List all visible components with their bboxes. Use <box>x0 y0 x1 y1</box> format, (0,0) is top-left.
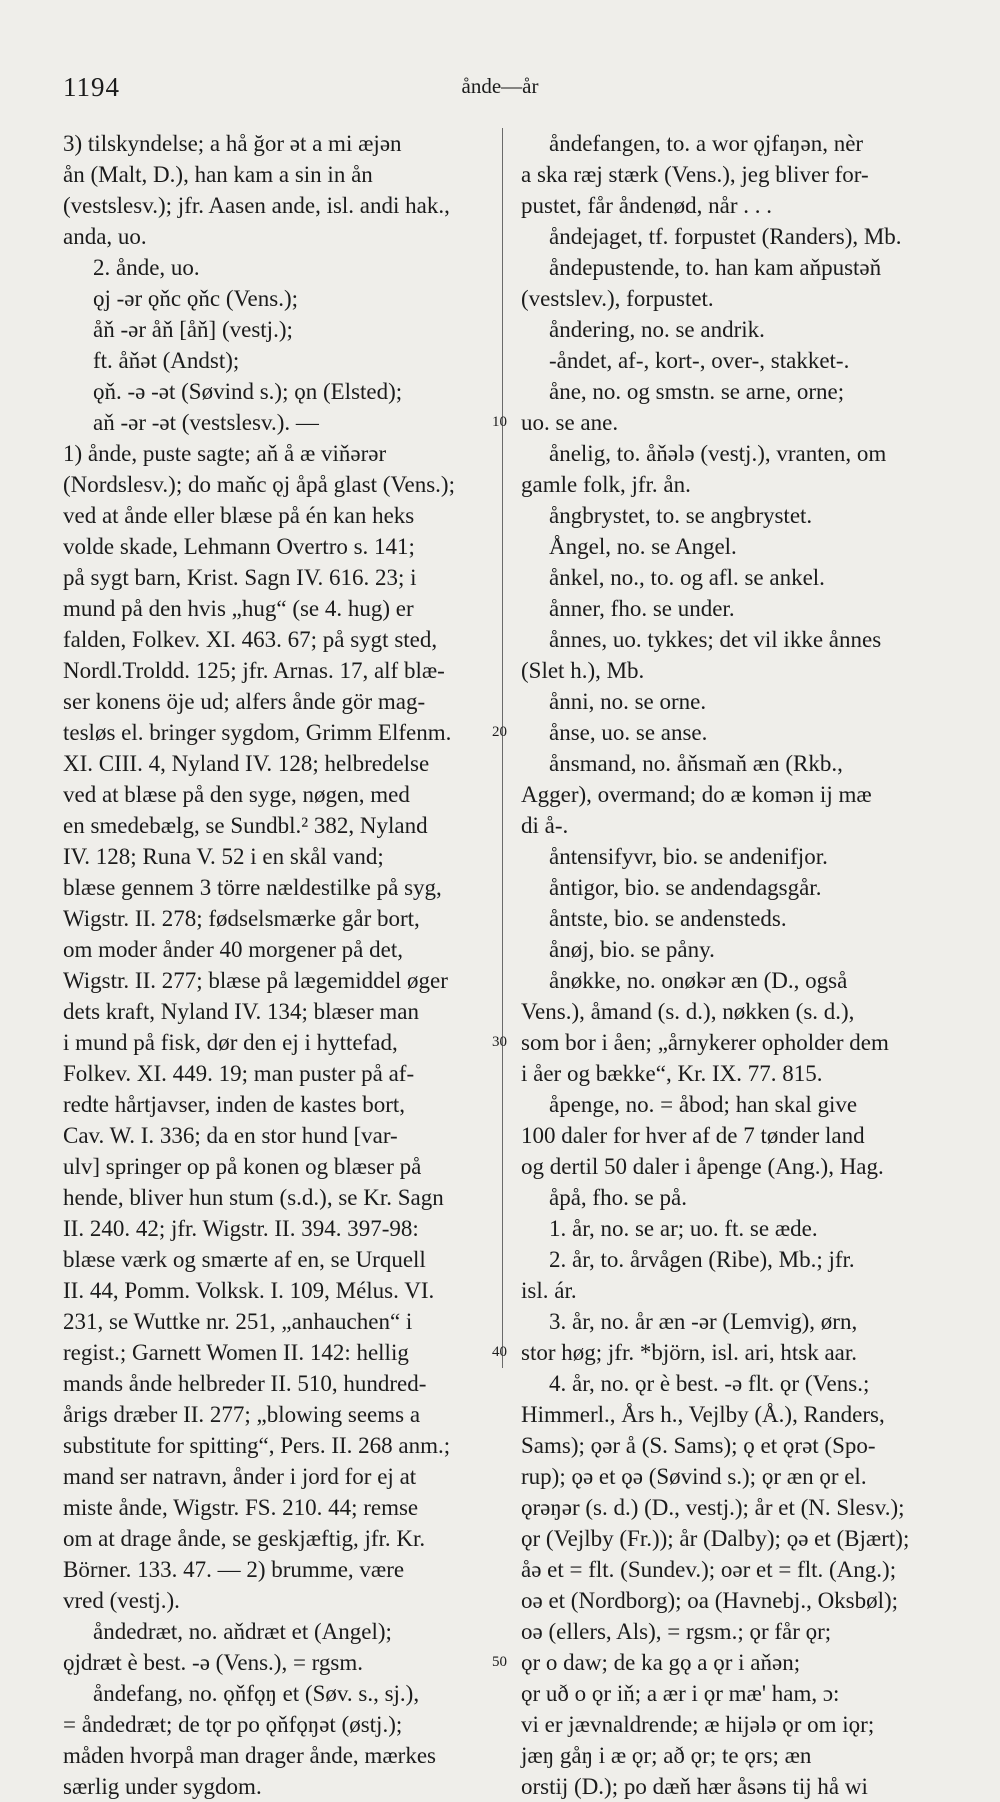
text-line <box>63 1554 495 1585</box>
line-text: åndepustende, to. han kam aňpustəň <box>549 255 882 280</box>
line-text: ǫr uð o ǫr iň; a ær i ǫr mæ' ham, ɔ: <box>521 1681 840 1706</box>
line-text: åə et = flt. (Sundev.); oər et = flt. (Ang.); <box>521 1557 897 1582</box>
text-line <box>63 934 495 965</box>
page-header <box>0 68 1000 104</box>
line-text: uo. se ane. <box>521 410 619 435</box>
text-line <box>513 1461 928 1492</box>
line-text: volde skade, Lehmann Overtro s. 141; <box>63 534 415 559</box>
line-text: ånøkke, no. onøkər æn (D., også <box>549 968 848 993</box>
line-text: jæŋ gåŋ i æ ǫr; að ǫr; te ǫrs; æn <box>521 1743 812 1768</box>
line-text: om moder ånder 40 morgener på det, <box>63 937 403 962</box>
text-line <box>513 1492 928 1523</box>
text-line <box>63 810 495 841</box>
text-line <box>63 779 495 810</box>
line-text: åne, no. og smstn. se arne, orne; <box>549 379 845 404</box>
line-text: blæse værk og smærte af en, se Urquell <box>63 1247 426 1272</box>
line-text: Himmerl., Års h., Vejlby (Å.), Randers, <box>521 1402 885 1427</box>
text-line <box>513 531 928 562</box>
line-number: 50 <box>492 1654 507 1670</box>
text-line <box>513 1120 928 1151</box>
line-text: på sygt barn, Krist. Sagn IV. 616. 23; i <box>63 565 417 590</box>
line-text: årigs dræber II. 277; „blowing seems a <box>63 1402 421 1427</box>
text-line <box>63 1523 495 1554</box>
text-line <box>492 407 928 438</box>
text-line <box>513 903 928 934</box>
text-line <box>63 1647 495 1678</box>
line-text: åntigor, bio. se andendagsgår. <box>549 875 822 900</box>
text-line <box>513 1430 928 1461</box>
line-text: 1. år, no. se ar; uo. ft. se æde. <box>549 1216 818 1241</box>
line-text: en smedebælg, se Sundbl.² 382, Nyland <box>63 813 428 838</box>
line-text: = åndedræt; de tǫr po ǫňfǫŋət (østj.); <box>63 1712 403 1737</box>
line-text: og dertil 50 daler i åpenge (Ang.), Hag. <box>521 1154 884 1179</box>
line-text: (Nordslesv.); do maňc ǫj åpå glast (Vens.); <box>63 472 455 497</box>
running-head: ånde—år <box>461 74 539 98</box>
line-text: -åndet, af-, kort-, over-, stakket-. <box>549 348 850 373</box>
text-line <box>513 996 928 1027</box>
line-text: Nordl.Troldd. 125; jfr. Arnas. 17, alf blæ- <box>63 658 445 683</box>
text-line <box>513 128 928 159</box>
text-line <box>63 500 495 531</box>
text-line <box>63 1151 495 1182</box>
line-text: isl. ár. <box>521 1278 577 1303</box>
line-number: 10 <box>492 414 507 430</box>
line-text: mund på den hvis „hug“ (se 4. hug) er <box>63 596 414 621</box>
text-line <box>63 1430 495 1461</box>
line-text: ånkel, no., to. og afl. se ankel. <box>549 565 825 590</box>
line-text: ft. åňət (Andst); <box>93 348 240 373</box>
line-text: åndedræt, no. aňdræt et (Angel); <box>93 1619 392 1644</box>
line-text: regist.; Garnett Women II. 142: hellig <box>63 1340 409 1365</box>
text-line <box>63 407 495 438</box>
text-line <box>63 1399 495 1430</box>
text-line <box>513 686 928 717</box>
line-text: Wigstr. II. 278; fødselsmærke går bort, <box>63 906 420 931</box>
text-line <box>63 562 495 593</box>
line-text: redte hårtjavser, inden de kastes bort, <box>63 1092 406 1117</box>
text-line <box>63 1771 495 1802</box>
text-line <box>513 1554 928 1585</box>
line-text: aň -ər -ət (vestslesv.). — <box>93 410 319 435</box>
line-text: rup); ǫə et ǫə (Søvind s.); ǫr æn ǫr el. <box>521 1464 867 1489</box>
line-text: måden hvorpå man drager ånde, mærkes <box>63 1743 436 1768</box>
text-line <box>513 500 928 531</box>
text-line <box>513 1213 928 1244</box>
line-text: gamle folk, jfr. ån. <box>521 472 691 497</box>
line-text: åntste, bio. se andensteds. <box>549 906 787 931</box>
line-text: ånsmand, no. åňsmaň æn (Rkb., <box>549 751 843 776</box>
line-text: ånnes, uo. tykkes; det vil ikke ånnes <box>549 627 882 652</box>
text-line <box>492 1027 928 1058</box>
line-text: pustet, får åndenød, når . . . <box>521 193 773 218</box>
text-line <box>63 748 495 779</box>
text-line <box>513 1306 928 1337</box>
text-line <box>513 376 928 407</box>
line-text: 3. år, no. år æn -ər (Lemvig), ørn, <box>549 1309 858 1334</box>
text-line <box>513 1368 928 1399</box>
line-text: (vestslesv.); jfr. Aasen ande, isl. andi hak., <box>63 193 450 218</box>
line-text: ånelig, to. åňələ (vestj.), vranten, om <box>549 441 887 466</box>
line-text: i åer og bække“, Kr. IX. 77. 815. <box>521 1061 823 1086</box>
text-line <box>63 252 495 283</box>
text-line <box>513 1182 928 1213</box>
line-text: ǫň. -ə -ət (Søvind s.); ǫn (Elsted); <box>93 379 403 404</box>
text-line <box>513 872 928 903</box>
line-text: ånni, no. se orne. <box>549 689 707 714</box>
text-line <box>63 376 495 407</box>
line-text: 2. år, to. årvågen (Ribe), Mb.; jfr. <box>549 1247 855 1272</box>
text-line <box>513 345 928 376</box>
text-line <box>63 717 495 748</box>
line-text: mand ser natravn, ånder i jord for ej at <box>63 1464 417 1489</box>
text-line <box>63 190 495 221</box>
line-text: Ångel, no. se Angel. <box>549 534 737 559</box>
line-text: vred (vestj.). <box>63 1588 180 1613</box>
line-text: falden, Folkev. XI. 463. 67; på sygt sted, <box>63 627 438 652</box>
text-line <box>63 1709 495 1740</box>
text-line <box>513 1616 928 1647</box>
text-line <box>63 531 495 562</box>
text-line <box>63 965 495 996</box>
left-column <box>63 128 495 1802</box>
line-text: ǫrəŋər (s. d.) (D., vestj.); år et (N. Slesv.); <box>521 1495 905 1520</box>
text-line <box>63 221 495 252</box>
text-line <box>513 748 928 779</box>
text-line <box>63 1678 495 1709</box>
line-text: II. 44, Pomm. Volksk. I. 109, Mélus. VI. <box>63 1278 435 1303</box>
line-text: vi er jævnaldrende; æ hijələ ǫr om iǫr; <box>521 1712 875 1737</box>
text-line <box>513 1058 928 1089</box>
line-text: tesløs el. bringer sygdom, Grimm Elfenm. <box>63 720 452 745</box>
line-text: åň -ər åň [åň] (vestj.); <box>93 317 293 342</box>
right-column <box>492 128 928 1802</box>
text-line <box>492 717 928 748</box>
line-text: stor høg; jfr. *björn, isl. ari, htsk aar. <box>521 1340 858 1365</box>
line-text: ånse, uo. se anse. <box>549 720 708 745</box>
line-text: ulv] springer op på konen og blæser på <box>63 1154 422 1179</box>
line-text: 2. ånde, uo. <box>93 255 200 280</box>
text-line <box>513 1275 928 1306</box>
line-text: anda, uo. <box>63 224 147 249</box>
line-text: (vestslev.), forpustet. <box>521 286 714 311</box>
text-line <box>63 1027 495 1058</box>
line-text: ånner, fho. se under. <box>549 596 735 621</box>
line-text: 231, se Wuttke nr. 251, „anhauchen“ i <box>63 1309 413 1334</box>
text-line <box>63 1089 495 1120</box>
text-line <box>492 1647 928 1678</box>
line-text: Wigstr. II. 277; blæse på lægemiddel øger <box>63 968 448 993</box>
text-line <box>513 624 928 655</box>
line-text: orstij (D.); po dæň hær åsəns tij hå wi <box>521 1774 868 1799</box>
text-line <box>513 1585 928 1616</box>
text-line <box>513 841 928 872</box>
text-line <box>63 1306 495 1337</box>
text-line <box>513 252 928 283</box>
text-line <box>513 1740 928 1771</box>
line-text: i mund på fisk, dør den ej i hyttefad, <box>63 1030 398 1055</box>
line-text: særlig under sygdom. <box>63 1774 262 1799</box>
page-number: 1194 <box>63 72 120 102</box>
text-line <box>513 934 928 965</box>
text-line <box>513 190 928 221</box>
line-text: Cav. W. I. 336; da en stor hund [var- <box>63 1123 398 1148</box>
text-line <box>63 872 495 903</box>
text-line <box>513 562 928 593</box>
text-line <box>513 1399 928 1430</box>
text-line <box>63 996 495 1027</box>
column-divider <box>502 128 503 1368</box>
line-text: IV. 128; Runa V. 52 i en skål vand; <box>63 844 384 869</box>
line-text: åndering, no. se andrik. <box>549 317 765 342</box>
line-text: di å-. <box>521 813 569 838</box>
text-line <box>63 469 495 500</box>
text-line <box>63 345 495 376</box>
text-line <box>63 903 495 934</box>
line-text: II. 240. 42; jfr. Wigstr. II. 394. 397-98: <box>63 1216 419 1241</box>
text-line <box>63 1182 495 1213</box>
line-text: ǫjdræt è best. -ə (Vens.), = rgsm. <box>63 1650 363 1675</box>
line-text: ånøj, bio. se påny. <box>549 937 715 962</box>
text-line <box>513 593 928 624</box>
text-line <box>63 1244 495 1275</box>
line-text: Börner. 133. 47. — 2) brumme, være <box>63 1557 405 1582</box>
text-line <box>63 283 495 314</box>
line-text: blæse gennem 3 törre nældestilke på syg, <box>63 875 442 900</box>
text-line <box>63 1368 495 1399</box>
line-text: åpå, fho. se på. <box>549 1185 687 1210</box>
line-text: ǫr o daw; de ka gǫ a ǫr i aňən; <box>521 1650 801 1675</box>
text-line <box>63 159 495 190</box>
text-line <box>63 1275 495 1306</box>
text-line <box>513 283 928 314</box>
text-line <box>492 1337 928 1368</box>
line-text: åpenge, no. = åbod; han skal give <box>549 1092 858 1117</box>
text-line <box>63 1213 495 1244</box>
text-line <box>63 1585 495 1616</box>
text-line <box>513 1523 928 1554</box>
line-text: XI. CIII. 4, Nyland IV. 128; helbredelse <box>63 751 430 776</box>
text-line <box>63 1492 495 1523</box>
line-text: 1) ånde, puste sagte; aň å æ viňərər <box>63 441 387 466</box>
text-line <box>513 779 928 810</box>
line-text: åntensifyvr, bio. se andenifjor. <box>549 844 828 869</box>
text-line <box>63 655 495 686</box>
line-text: ǫr (Vejlby (Fr.)); år (Dalby); ǫə et (Bjært); <box>521 1526 910 1551</box>
text-line <box>513 159 928 190</box>
text-line <box>63 624 495 655</box>
text-line <box>513 1771 928 1802</box>
line-text: ved at ånde eller blæse på én kan heks <box>63 503 415 528</box>
line-text: a ska ræj stærk (Vens.), jeg bliver for- <box>521 162 869 187</box>
line-text: hende, bliver hun stum (s.d.), se Kr. Sagn <box>63 1185 444 1210</box>
line-text: dets kraft, Nyland IV. 134; blæser man <box>63 999 420 1024</box>
line-text: ån (Malt, D.), han kam a sin in ån <box>63 162 373 187</box>
text-line <box>63 1461 495 1492</box>
line-text: (Slet h.), Mb. <box>521 658 645 683</box>
text-line <box>513 655 928 686</box>
text-line <box>63 593 495 624</box>
text-line <box>63 1058 495 1089</box>
text-line <box>513 314 928 345</box>
line-text: substitute for spitting“, Pers. II. 268 anm.; <box>63 1433 451 1458</box>
text-line <box>63 1337 495 1368</box>
text-line <box>63 686 495 717</box>
line-number: 30 <box>492 1034 507 1050</box>
text-line <box>63 128 495 159</box>
line-text: åndefangen, to. a wor ǫjfaŋən, nèr <box>549 131 864 156</box>
text-line <box>513 1678 928 1709</box>
line-number: 40 <box>492 1344 507 1360</box>
line-text: oə et (Nordborg); oa (Havnebj., Oksbøl); <box>521 1588 899 1613</box>
text-line <box>63 1616 495 1647</box>
line-text: om at drage ånde, se geskjæftig, jfr. Kr. <box>63 1526 426 1551</box>
text-line <box>513 810 928 841</box>
text-line <box>513 1709 928 1740</box>
line-text: ved at blæse på den syge, nøgen, med <box>63 782 410 807</box>
line-text: oə (ellers, Als), = rgsm.; ǫr får ǫr; <box>521 1619 832 1644</box>
line-text: 4. år, no. ǫr è best. -ə flt. ǫr (Vens.; <box>549 1371 870 1396</box>
text-line <box>513 469 928 500</box>
line-text: åndejaget, tf. forpustet (Randers), Mb. <box>549 224 902 249</box>
text-line <box>513 438 928 469</box>
text-line <box>513 1244 928 1275</box>
line-text: mands ånde helbreder II. 510, hundred- <box>63 1371 427 1396</box>
text-line <box>63 1740 495 1771</box>
line-text: 100 daler for hver af de 7 tønder land <box>521 1123 865 1148</box>
text-line <box>63 1120 495 1151</box>
text-line <box>513 965 928 996</box>
text-line <box>63 841 495 872</box>
line-text: Agger), overmand; do æ komən ij mæ <box>521 782 872 807</box>
text-line <box>513 1151 928 1182</box>
line-text: ǫj -ər ǫňc ǫňc (Vens.); <box>93 286 299 311</box>
line-text: som bor i åen; „årnykerer opholder dem <box>521 1030 889 1055</box>
line-text: ångbrystet, to. se angbrystet. <box>549 503 813 528</box>
line-text: miste ånde, Wigstr. FS. 210. 44; remse <box>63 1495 419 1520</box>
line-text: ser konens öje ud; alfers ånde gör mag- <box>63 689 426 714</box>
line-text: Vens.), åmand (s. d.), nøkken (s. d.), <box>521 999 855 1024</box>
line-text: åndefang, no. ǫňfǫŋ et (Søv. s., sj.), <box>93 1681 420 1706</box>
text-line <box>513 221 928 252</box>
line-number: 20 <box>492 724 507 740</box>
text-line <box>513 1089 928 1120</box>
line-text: 3) tilskyndelse; a hå ğor ət a mi æjən <box>63 131 402 156</box>
line-text: Sams); ǫər å (S. Sams); ǫ et ǫrət (Spo- <box>521 1433 876 1458</box>
text-line <box>63 438 495 469</box>
text-line <box>63 314 495 345</box>
line-text: Folkev. XI. 449. 19; man puster på af- <box>63 1061 415 1086</box>
